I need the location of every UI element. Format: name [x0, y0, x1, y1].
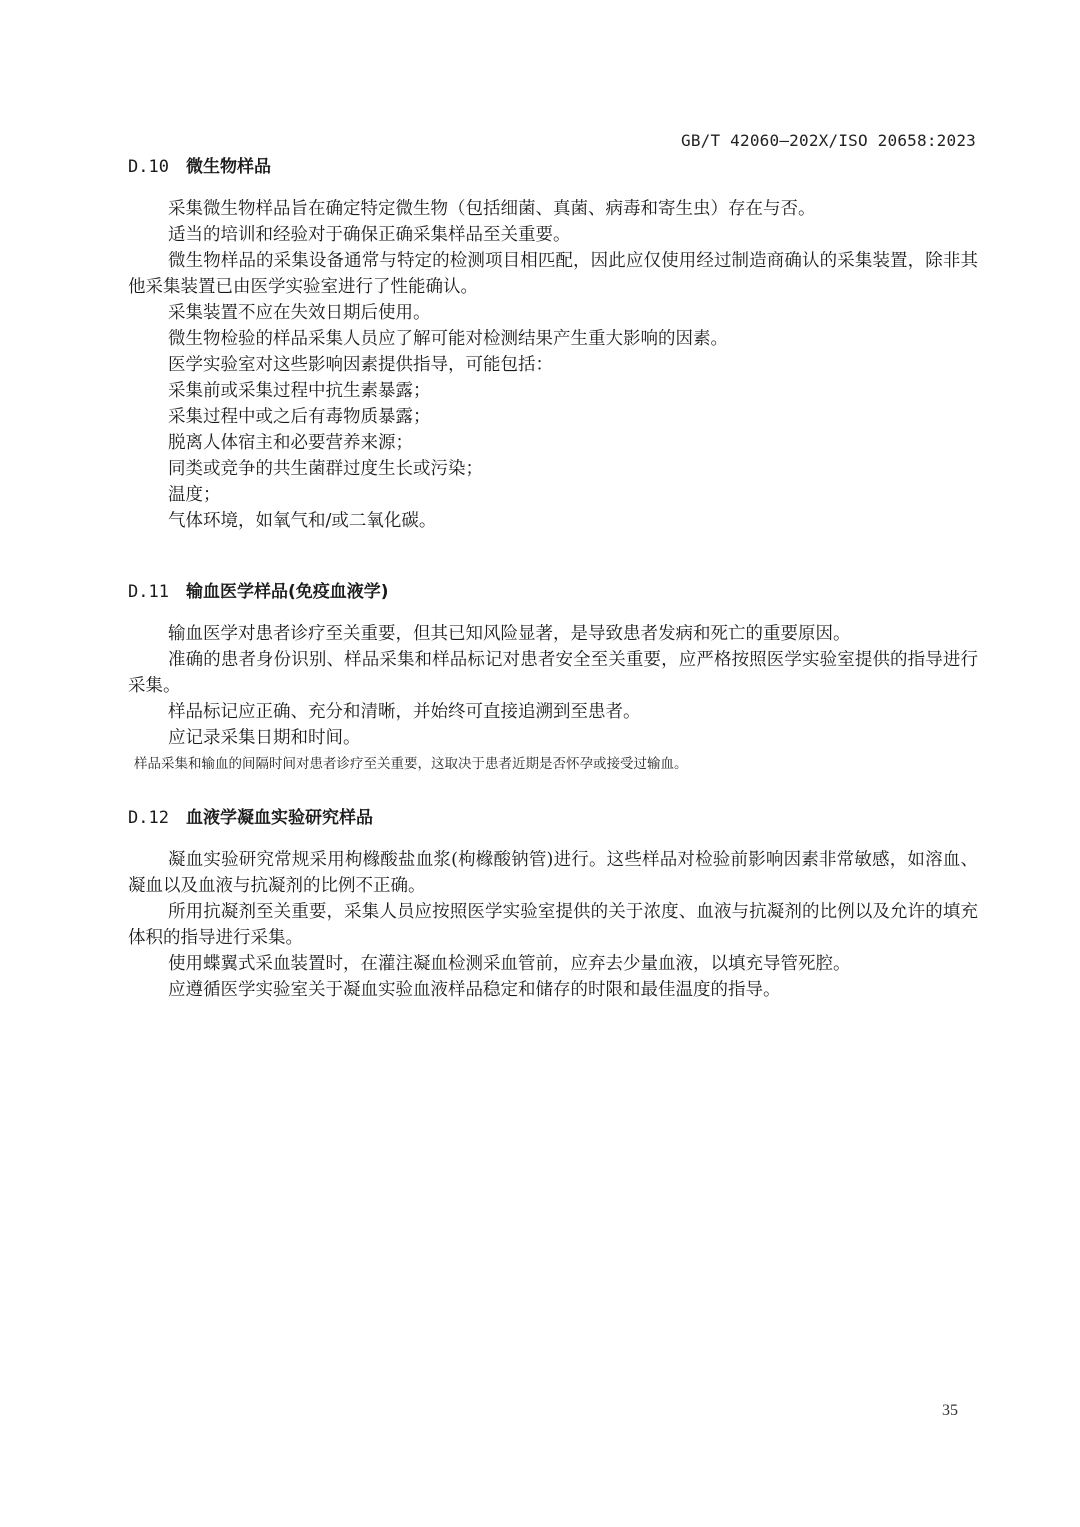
section-d10 — [128, 150, 978, 534]
section-title: 输血医学样品(免疫血液学) — [186, 582, 389, 602]
list-item: 脱离人体宿主和必要营养来源； — [168, 433, 413, 453]
paragraph: 应遵循医学实验室关于凝血实验血液样品稳定和储存的时限和最佳温度的指导。 — [168, 980, 781, 1000]
paragraph: 样品标记应正确、充分和清晰，并始终可直接追溯到至患者。 — [168, 702, 641, 722]
paragraph: 应记录采集日期和时间。 — [168, 728, 361, 748]
section-body — [128, 847, 978, 1003]
section-number: D.12 — [128, 808, 169, 828]
paragraph: 采集装置不应在失效日期后使用。 — [168, 303, 431, 323]
paragraph: 采集微生物样品旨在确定特定微生物（包括细菌、真菌、病毒和寄生虫）存在与否。 — [168, 199, 816, 219]
paragraph: 微生物检验的样品采集人员应了解可能对检测结果产生重大影响的因素。 — [168, 329, 728, 349]
list-item: 气体环境，如氧气和/或二氧化碳。 — [168, 511, 437, 531]
list-item: 温度； — [168, 485, 221, 505]
paragraph: 医学实验室对这些影响因素提供指导，可能包括： — [168, 355, 553, 375]
paragraph: 准确的患者身份识别、样品采集和样品标记对患者安全至关重要，应严格按照医学实验室提供的指导进行采集。 — [128, 650, 978, 696]
section-number: D.11 — [128, 582, 169, 602]
standard-number: GB/T 42060—202X/ISO 20658:2023 — [681, 131, 976, 150]
section-d12 — [128, 801, 978, 1003]
paragraph: 输血医学对患者诊疗至关重要，但其已知风险显著，是导致患者发病和死亡的重要原因。 — [168, 624, 851, 644]
section-heading — [128, 150, 978, 184]
list-item: 采集前或采集过程中抗生素暴露； — [168, 381, 431, 401]
list-item: 采集过程中或之后有毒物质暴露； — [168, 407, 431, 427]
paragraph: 微生物样品的采集设备通常与特定的检测项目相匹配，因此应仅使用经过制造商确认的采集装置，除非其他采集装置已由医学实验室进行了性能确认。 — [128, 251, 978, 297]
paragraph: 使用蝶翼式采血装置时，在灌注凝血检测采血管前，应弃去少量血液，以填充导管死腔。 — [168, 954, 851, 974]
section-body — [128, 196, 978, 534]
section-title: 血液学凝血实验研究样品 — [186, 808, 373, 828]
section-heading — [128, 575, 978, 609]
section-d11 — [128, 575, 978, 777]
section-heading — [128, 801, 978, 835]
note-text: 样品采集和输血的间隔时间对患者诊疗至关重要，这取决于患者近期是否怀孕或接受过输血。 — [134, 756, 688, 772]
section-number: D.10 — [128, 157, 169, 177]
page-number: 35 — [942, 1402, 958, 1419]
paragraph: 凝血实验研究常规采用枸橼酸盐血浆(枸橼酸钠管)进行。这些样品对检验前影响因素非常敏感，如溶血、凝血以及血液与抗凝剂的比例不正确。 — [128, 850, 978, 896]
section-title: 微生物样品 — [186, 157, 271, 177]
list-item: 同类或竞争的共生菌群过度生长或污染； — [168, 459, 483, 479]
paragraph: 所用抗凝剂至关重要，采集人员应按照医学实验室提供的关于浓度、血液与抗凝剂的比例以及允许的填充体积的指导进行采集。 — [128, 902, 978, 948]
paragraph: 适当的培训和经验对于确保正确采集样品至关重要。 — [168, 225, 571, 245]
section-body — [128, 621, 978, 777]
